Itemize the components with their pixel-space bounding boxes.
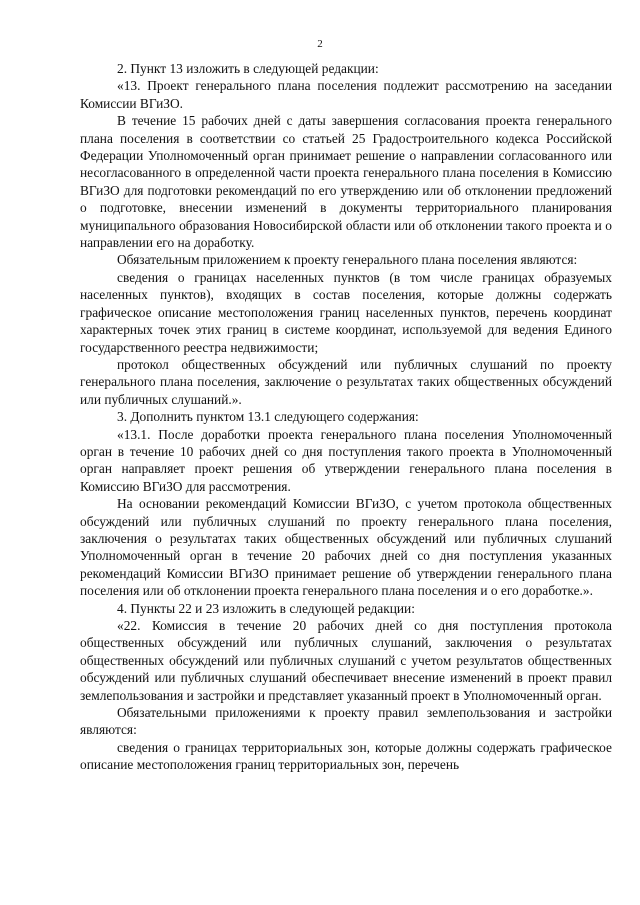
paragraph: сведения о границах населенных пунктов (в том числе границах образуемых населенных пунктов), входящих в состав поселения, которые должны содержать графическое описание местоположения границ населенных пунктов, перечень координат характерных точек этих границ в системе координат, используемой для ведения Единого государственного реестра недвижимости;	[80, 269, 612, 355]
paragraph: 3. Дополнить пунктом 13.1 следующего содержания:	[117, 409, 419, 425]
paragraph: Обязательными приложениями к проекту правил землепользования и застройки являются:	[80, 705, 612, 738]
paragraph: «13.1. После доработки проекта генерального плана поселения Уполномоченный орган в течение 10 рабочих дней со дня поступления такого проекта в Уполномоченный орган направляет проект решения об утверждении генерального плана поселения в Комиссию ВГиЗО для рассмотрения.	[80, 426, 612, 494]
document-body	[80, 60, 612, 774]
paragraph: сведения о границах территориальных зон, которые должны содержать графическое описание местоположения границ территориальных зон, перечень	[80, 739, 612, 773]
paragraph: протокол общественных обсуждений или публичных слушаний по проекту генерального плана поселения, заключение о результатах таких общественных обсуждений или публичных слушаний.».	[80, 356, 612, 407]
paragraph: «13. Проект генерального плана поселения подлежит рассмотрению на заседании Комиссии ВГиЗО.	[80, 78, 612, 111]
paragraph: На основании рекомендаций Комиссии ВГиЗО, с учетом протокола общественных обсуждений или публичных слушаний по проекту генерального плана поселения, заключения о результатах таких общественных обсуждений или публичных слушаний Уполномоченный орган в течение 20 рабочих дней со дня поступления указанных рекомендаций Комиссии ВГиЗО принимает решение об утверждении генерального плана поселения или об отклонении проекта генерального плана поселения и о его доработке.».	[80, 496, 612, 599]
paragraph: 2. Пункт 13 изложить в следующей редакции:	[117, 61, 379, 76]
paragraph: 4. Пункты 22 и 23 изложить в следующей редакции:	[117, 600, 415, 616]
page-number: 2	[317, 38, 323, 50]
paragraph: Обязательным приложением к проекту генерального плана поселения являются:	[117, 252, 578, 268]
paragraph: «22. Комиссия в течение 20 рабочих дней со дня поступления протокола общественных обсуждений или публичных слушаний, заключения о результатах общественных обсуждений или публичных слушаний с учетом результатов общественных обсуждений или публичных слушаний обеспечивает внесение изменений в проект правил землепользования и застройки и представляет указанный проект в Уполномоченный орган.	[80, 618, 612, 703]
paragraph: В течение 15 рабочих дней с даты завершения согласования проекта генерального плана поселения в соответствии со статьей 25 Градостроительного кодекса Российской Федерации Уполномоченный орган принимает решение о направлении согласованного или несогласованного в определенной части проекта генерального плана поселения в Комиссию ВГиЗО для подготовки рекомендаций по его утверждению или об отклонении предложений о подготовке, внесении изменений в документы территориального планирования муниципального образования Новосибирской области или об отклонении такого проекта и о направлении его на доработку.	[80, 113, 612, 251]
